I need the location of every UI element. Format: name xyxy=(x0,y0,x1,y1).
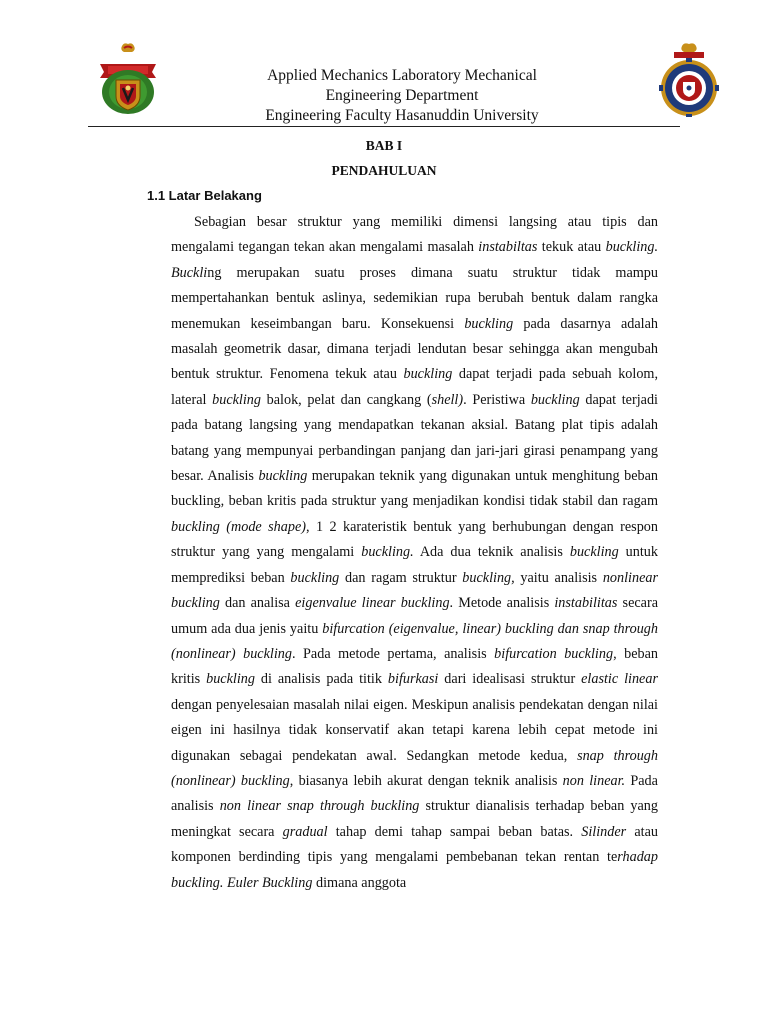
text-run: Ada dua teknik analisis xyxy=(413,544,570,561)
italic-text-run: buckling, xyxy=(462,569,515,586)
letterhead-line-1: Applied Mechanics Laboratory Mechanical xyxy=(267,67,537,84)
chapter-number: BAB I xyxy=(365,138,403,153)
italic-text-run: buckling xyxy=(569,544,619,561)
italic-text-run: eigenvalue linear buckling xyxy=(295,595,450,612)
text-run: dan ragam struktur xyxy=(339,569,463,586)
text-run: yaitu analisis xyxy=(514,569,603,586)
italic-text-run: buckling xyxy=(530,391,580,408)
text-run: merupakan teknik yang digunakan untuk menghitung beban buckling, beban kritis pada struktur yang menjadikan kondisi tidak stabil dan ragam xyxy=(171,468,658,510)
text-run: . Pada metode pertama, analisis xyxy=(291,645,495,662)
text-run: dengan penyelesaian masalah nilai eigen. Meskipun analisis pendekatan dengan nilai eigen ini hasilnya tidak konservatif akan tetapi karena lebih cepat metode ini digunakan sebagai pendekatan awal. Sedangkan metode kedua, xyxy=(171,696,658,764)
text-run: tahap demi tahap sampai beban batas. xyxy=(327,823,582,840)
italic-text-run: buckling xyxy=(403,366,453,383)
text-run: . Peristiwa xyxy=(463,391,531,408)
section-heading: 1.1 Latar Belakang xyxy=(147,188,262,203)
laboratory-seal-icon xyxy=(656,42,722,118)
letterhead-text xyxy=(160,66,644,126)
text-run: secara umum ada dua jenis yaitu xyxy=(171,595,658,637)
body-text xyxy=(171,210,658,896)
italic-text-run: buckling (mode shape) xyxy=(171,518,306,535)
text-run: Sebagian besar struktur yang memiliki dimensi langsing atau tipis dan mengalami tegangan tekan akan mengalami masalah xyxy=(171,214,658,256)
text-run: balok, pelat dan cangkang ( xyxy=(260,391,432,408)
italic-text-run: bifurcation (eigenvalue, linear) buckling dan snap through (nonlinear) buckling xyxy=(171,620,658,662)
text-run: pada dasarnya adalah masalah geometrik dasar, dimana terjadi lendutan besar sehingga akan mengubah bentuk struktur. Fenomena tekuk atau xyxy=(171,315,658,383)
header-divider xyxy=(88,126,680,127)
text-run: Pada analisis xyxy=(171,772,658,815)
italic-text-run: non linear snap through buckling xyxy=(219,798,420,815)
text-run: struktur dianalisis terhadap beban yang meningkat secara xyxy=(171,798,658,840)
letterhead-line-2: Engineering Department xyxy=(325,87,479,104)
text-run: dari idealisasi struktur xyxy=(438,671,582,688)
chapter-title: PENDAHULUAN xyxy=(331,163,437,178)
body-paragraph xyxy=(171,210,658,896)
italic-text-run: buckling xyxy=(206,671,255,688)
text-run: dan analisa xyxy=(219,595,296,612)
italic-text-run: non linear. xyxy=(562,772,626,789)
italic-text-run: shell) xyxy=(431,391,464,408)
text-run: untuk memprediksi beban xyxy=(171,544,658,586)
text-run: dapat terjadi pada sebuah kolom, lateral xyxy=(171,366,658,408)
italic-text-run: snap through (nonlinear) buckling xyxy=(171,747,658,789)
text-run: ng merupakan suatu proses dimana suatu struktur tidak mampu mempertahankan bentuk aslinya, sedemikian rupa berubah bentuk dalam rangka menemukan keseimbangan baru. Konsekuensi xyxy=(171,264,658,332)
italic-text-run: buckling. Buckli xyxy=(171,239,659,281)
text-run: , biasanya lebih akurat dengan teknik analisis xyxy=(289,772,563,789)
text-run: , 1 2 karateristik bentuk yang berhubungan dengan respon struktur yang yang mengalami xyxy=(171,518,658,561)
italic-text-run: bifurkasi xyxy=(387,671,439,688)
italic-text-run: elastic linear xyxy=(581,671,658,688)
letterhead-line-3: Engineering Faculty Hasanuddin University xyxy=(265,107,539,124)
italic-text-run: instabilitas xyxy=(554,595,618,612)
italic-text-run: bifurcation buckling xyxy=(494,645,614,662)
italic-text-run: buckling xyxy=(464,315,514,332)
italic-text-run: buckling xyxy=(258,468,308,485)
text-run: atau komponen berdinding tipis yang mengalami pembebanan tekan rentan te xyxy=(171,823,658,866)
italic-text-run: nonlinear buckling xyxy=(171,569,658,612)
italic-text-run: instabiltas xyxy=(478,239,538,256)
text-run: dapat terjadi pada batang langsing yang mendapatkan tekanan aksial. Batang plat tipis adalah batang yang mempunyai perbandingan panjang dan jari-jari girasi penampang yang besar. Analisis xyxy=(171,391,658,485)
italic-text-run: buckling. xyxy=(361,544,414,561)
italic-text-run: buckling xyxy=(212,391,261,408)
text-run: , beban kritis xyxy=(171,645,658,688)
university-crest-icon xyxy=(94,42,162,116)
text-run: . Metode analisis xyxy=(449,595,555,612)
italic-text-run: Silinder xyxy=(581,823,627,840)
italic-text-run: gradual xyxy=(282,823,328,840)
italic-text-run: rhadap buckling. Euler Buckling xyxy=(171,849,658,891)
text-run: dimana anggota xyxy=(312,874,407,891)
italic-text-run: buckling xyxy=(290,569,340,586)
text-run: di analisis pada titik xyxy=(254,671,388,688)
text-run: tekuk atau xyxy=(537,239,606,256)
